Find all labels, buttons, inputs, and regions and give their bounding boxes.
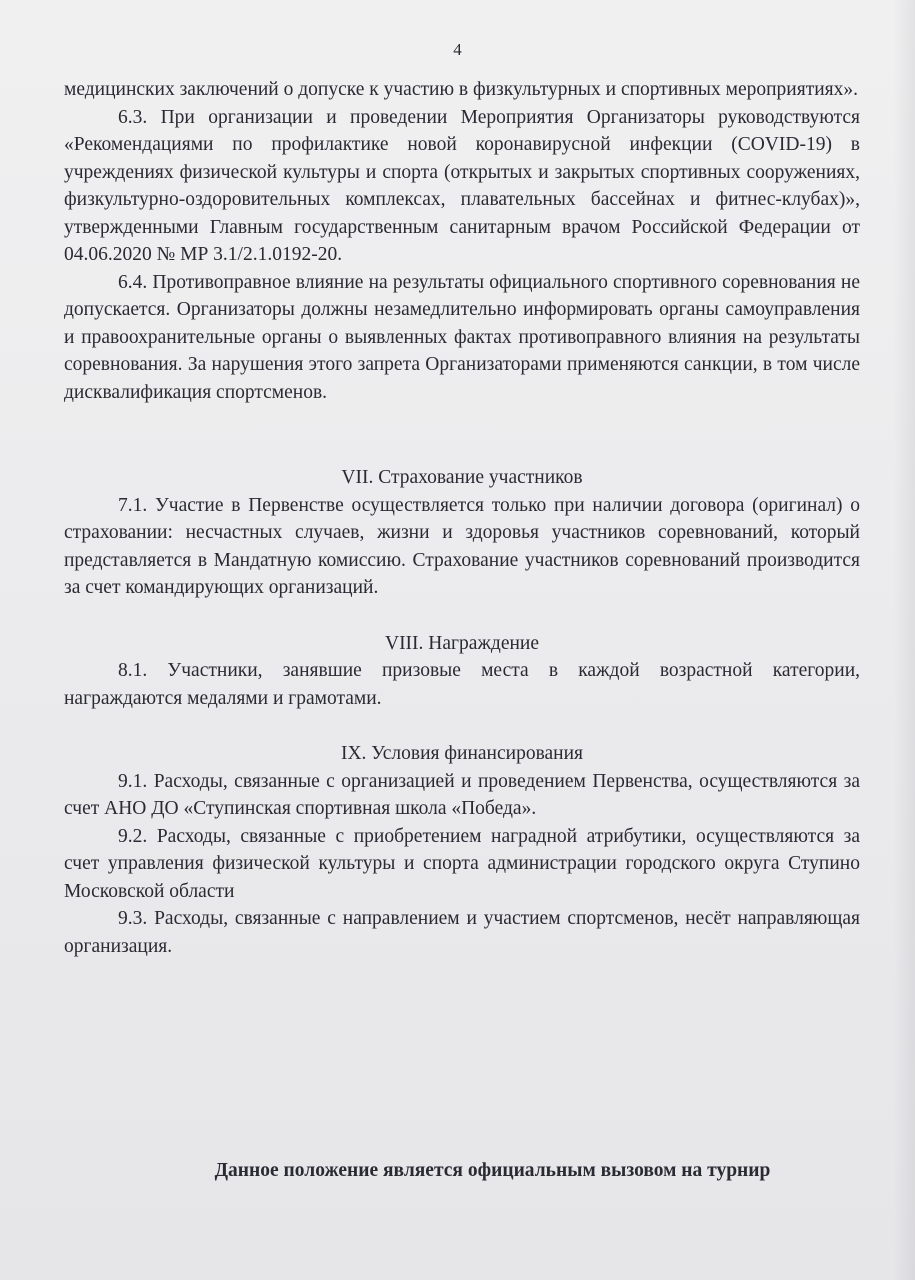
paragraph-8-1: 8.1. Участники, занявшие призовые места в каждой возрастной категории, награждаются медалями и грамотами.: [64, 660, 860, 709]
paragraph-9-2: 9.2. Расходы, связанные с приобретением наградной атрибутики, осуществляются за счет управления физической культуры и спорта администрации городского округа Ступино Московской области: [64, 825, 860, 902]
document-body: [64, 76, 860, 960]
section-heading-7: VII. Страхование участников: [341, 467, 583, 488]
paragraph-6-3: 6.3. При организации и проведении Мероприятия Организаторы руководствуются «Рекомендациями по профилактике новой коронавирусной инфекции (COVID-19) в учреждениях физической культуры и спорта (открытых и закрытых спортивных сооружениях, физкультурно-оздоровительных комплексах, плавательных бассейнах и фитнес-клубах)», утвержденными Главным государственным санитарным врачом Российской Федерации от 04.06.2020 № МР 3.1/2.1.0192-20.: [64, 106, 860, 265]
final-note-text: Данное положение является официальным вызовом на турнир: [214, 1160, 771, 1181]
paragraph-6-4: 6.4. Противоправное влияние на результаты официального спортивного соревнования не допускается. Организаторы должны незамедлительно информировать органы самоуправления и правоохранительные органы о выявленных фактах противоправного влияния на результаты соревнования. За нарушения этого запрета Организаторами применяются санкции, в том числе дисквалификация спортсменов.: [64, 271, 860, 403]
paragraph-9-3: 9.3. Расходы, связанные с направлением и участием спортсменов, несёт направляющая организация.: [64, 908, 860, 957]
paragraph-7-1: 7.1. Участие в Первенстве осуществляется только при наличии договора (оригинал) о страховании: несчастных случаев, жизни и здоровья участников соревнований, который представляется в Мандатную комиссию. Страхование участников соревнований производится за счет командирующих организаций.: [64, 494, 860, 598]
page-number: 4: [453, 40, 462, 59]
final-note: [0, 1160, 915, 1182]
paragraph-continuation: медицинских заключений о допуске к участию в физкультурных и спортивных мероприятиях».: [64, 79, 859, 100]
paragraph-9-1: 9.1. Расходы, связанные с организацией и проведением Первенства, осуществляются за счет АНО ДО «Ступинская спортивная школа «Победа».: [64, 770, 860, 819]
section-heading-9: IX. Условия финансирования: [340, 743, 584, 764]
section-heading-8: VIII. Награждение: [384, 632, 540, 654]
page-shadow-edge: [893, 0, 915, 1280]
